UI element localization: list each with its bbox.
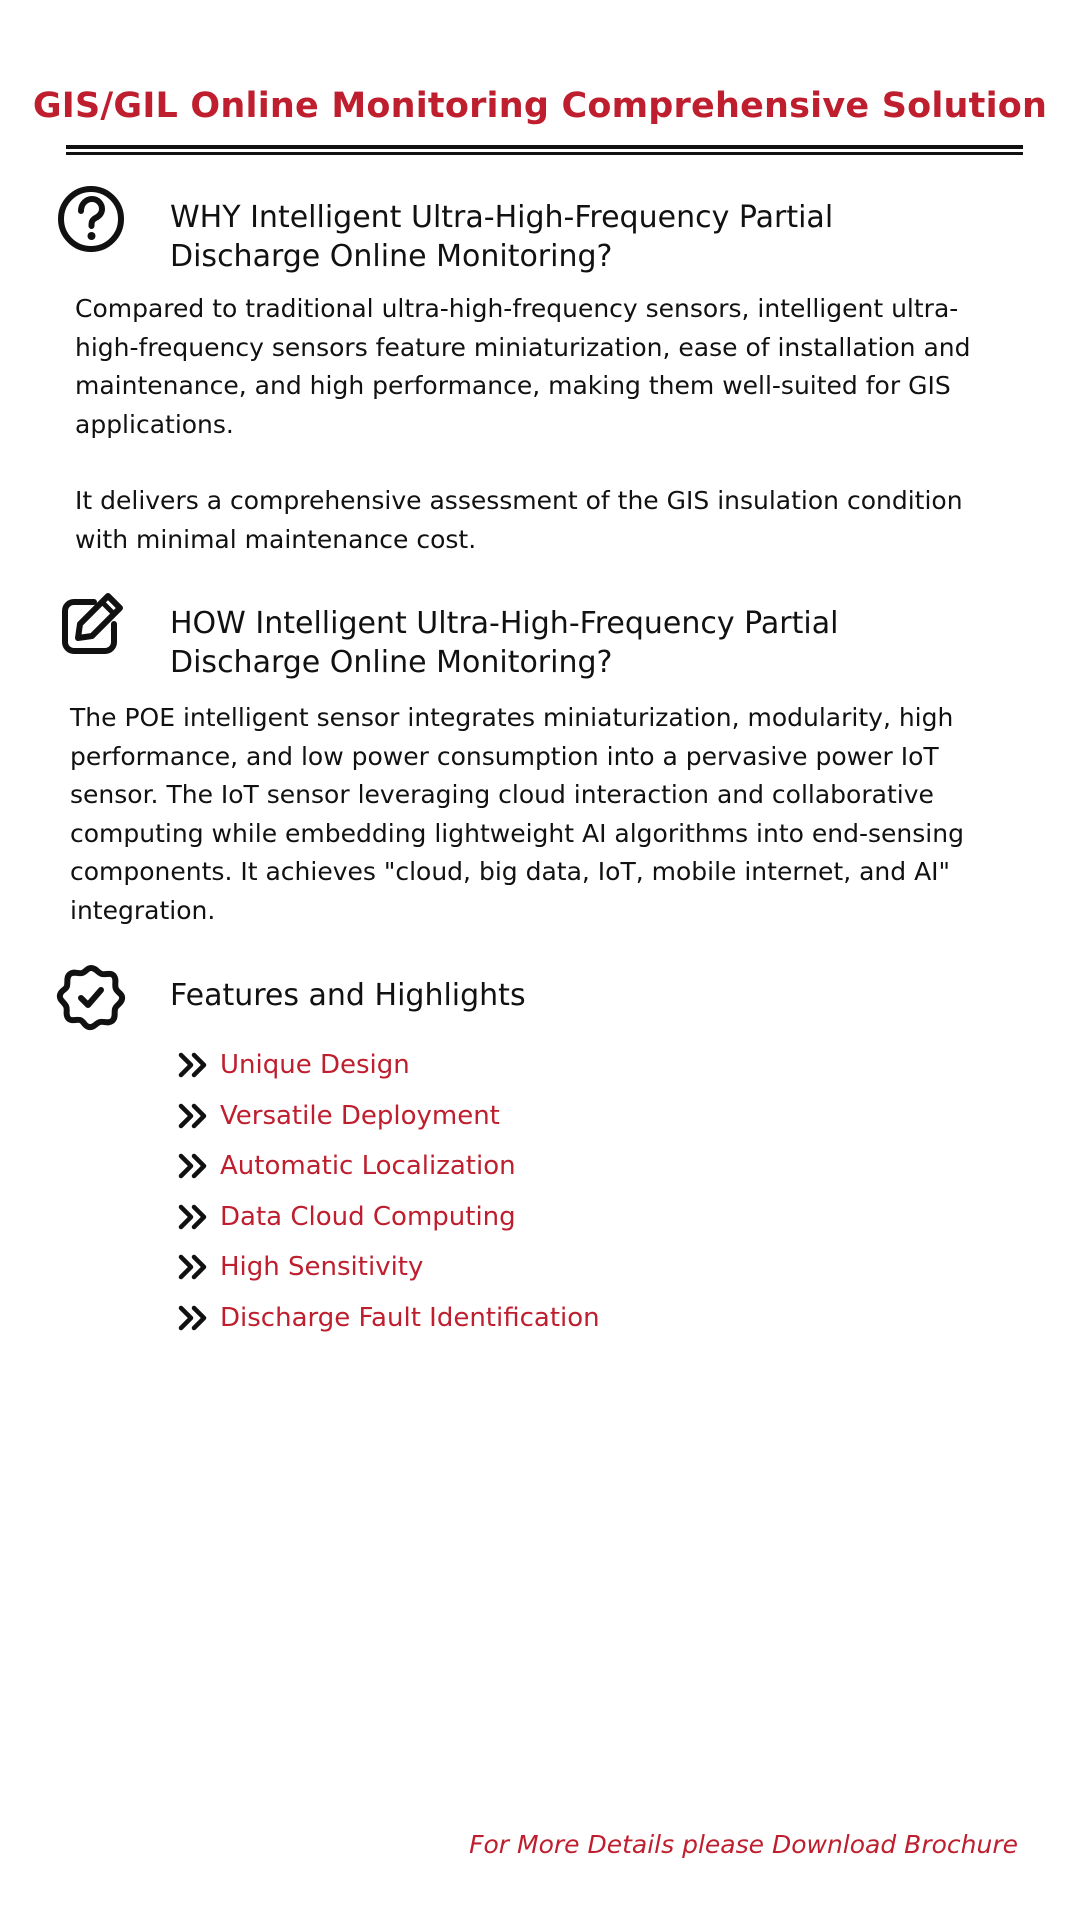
feature-item-automatic-localization [178,1141,600,1192]
paragraph-line: performance, and low power consumption into a pervasive power IoT [70,741,939,771]
paragraph-line: computing while embedding lightweight AI algorithms into end-sensing [70,818,964,848]
why-paragraph-2 [75,482,963,559]
title-double-rule [66,145,1023,155]
paragraph-line: applications. [75,409,234,439]
edit-pencil-icon [56,590,126,660]
paragraph-line: components. It achieves "cloud, big data, IoT, mobile internet, and AI" [70,857,951,886]
double-chevron-right-icon [178,1254,210,1280]
why-section-heading [170,198,930,276]
page-title: GIS/GIL Online Monitoring Comprehensive Solution [32,86,1048,126]
paragraph-line: maintenance, and high performance, making them well-suited for GIS [75,371,951,400]
feature-item-discharge-fault-identification [178,1293,600,1344]
feature-item-high-sensitivity [178,1242,600,1293]
paragraph-line: with minimal maintenance cost. [75,524,477,554]
download-brochure-link[interactable]: For More Details please Download Brochure [469,1830,1018,1859]
feature-label: Discharge Fault Identification [220,1302,600,1333]
double-chevron-right-icon [178,1052,210,1078]
how-heading-line-1: HOW Intelligent Ultra-High-Frequency Partial [170,606,839,641]
feature-label: High Sensitivity [220,1252,424,1283]
paragraph-line: high-frequency sensors feature miniaturization, ease of installation and [75,332,971,362]
paragraph-line: sensor. The IoT sensor leveraging cloud interaction and collaborative [70,780,934,809]
double-chevron-right-icon [178,1305,210,1331]
question-circle-icon [56,184,126,254]
paragraph-line: It delivers a comprehensive assessment of the GIS insulation condition [75,486,963,515]
why-heading-line-1: WHY Intelligent Ultra-High-Frequency Partial [170,200,834,235]
paragraph-line: Compared to traditional ultra-high-frequency sensors, intelligent ultra- [75,294,959,323]
rule-line-top [66,145,1023,149]
paragraph-line: The POE intelligent sensor integrates miniaturization, modularity, high [70,703,954,732]
double-chevron-right-icon [178,1153,210,1179]
feature-label: Versatile Deployment [220,1100,500,1131]
feature-item-versatile-deployment [178,1091,600,1142]
feature-item-data-cloud-computing [178,1192,600,1243]
badge-check-icon [56,962,126,1032]
feature-item-unique-design [178,1040,600,1091]
how-section-heading [170,604,930,682]
feature-label: Unique Design [220,1050,410,1081]
how-paragraph [70,699,964,930]
why-heading-line-2: Discharge Online Monitoring? [170,239,613,274]
rule-line-bottom [66,152,1023,155]
features-list [178,1040,600,1343]
double-chevron-right-icon [178,1103,210,1129]
feature-label: Data Cloud Computing [220,1201,516,1232]
double-chevron-right-icon [178,1204,210,1230]
why-paragraph-1 [75,290,971,444]
paragraph-line: integration. [70,895,216,925]
feature-label: Automatic Localization [220,1151,516,1182]
features-section-heading: Features and Highlights [170,978,526,1013]
how-heading-line-2: Discharge Online Monitoring? [170,645,613,680]
